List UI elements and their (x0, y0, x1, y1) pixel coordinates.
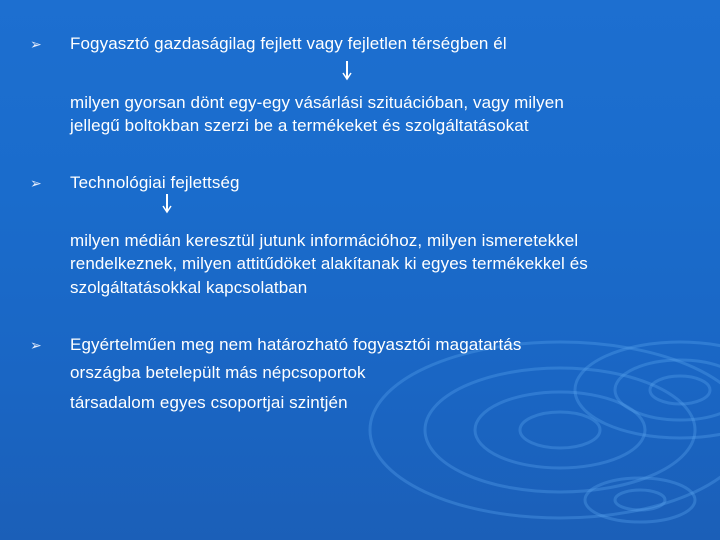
bullet-1-detail-line-1: milyen gyorsan dönt egy-egy vásárlási szituációban, vagy milyen (70, 93, 564, 112)
bullet-arrowhead-icon: ➢ (30, 338, 42, 354)
arrow-down-icon (160, 193, 174, 215)
bullet-arrowhead-icon: ➢ (30, 37, 42, 53)
bullet-3-heading: Egyértelműen meg nem határozható fogyasztói magatartás (70, 335, 522, 354)
bullet-1-detail-line-2: jellegű boltokban szerzi be a termékeket és szolgáltatásokat (70, 116, 529, 135)
arrow-down-icon (340, 60, 354, 82)
bullet-3-detail-line-1: országba betelepült más népcsoportok (70, 363, 366, 382)
bullet-3-detail-line-2: társadalom egyes csoportjai szintjén (70, 393, 348, 412)
bullet-2-detail-line-1: milyen médián keresztül jutunk információhoz, milyen ismeretekkel (70, 231, 579, 250)
bullet-2-detail-line-3: szolgáltatásokkal kapcsolatban (70, 278, 308, 297)
bullet-2-detail-line-2: rendelkeznek, milyen attitűdöket alakítanak ki egyes termékekkel és (70, 254, 588, 273)
bullet-1-heading: Fogyasztó gazdaságilag fejlett vagy fejletlen térségben él (70, 34, 507, 53)
bullet-2-heading: Technológiai fejlettség (70, 173, 240, 192)
bullet-arrowhead-icon: ➢ (30, 176, 42, 192)
